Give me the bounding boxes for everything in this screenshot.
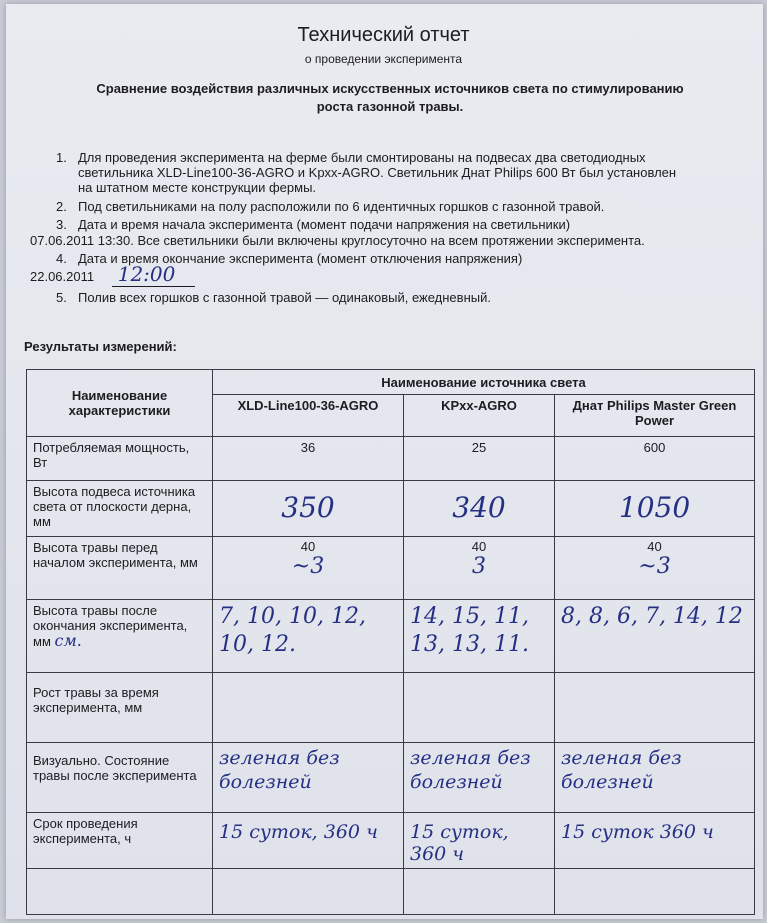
heading-line-1: Сравнение воздействия различных искусственных источников света по стимулированию: [96, 81, 684, 96]
handwritten-end-time: 12:00: [112, 262, 196, 287]
row-label: Визуально. Состояние травы после эксперимента: [27, 743, 213, 813]
handwritten-cell: 340: [404, 481, 555, 537]
list-item-continuation: 07.06.2011 13:30. Все светильники были включены круглосуточно на всем протяжении эксперимента.: [30, 233, 645, 248]
list-item: [56, 217, 570, 232]
item-number: 3.: [56, 217, 67, 232]
row-label-text: Высота травы после окончания эксперимента, мм: [33, 603, 188, 649]
list-item-continuation: светильника XLD-Line100-36-AGRO и Kpxx-AGRO. Светильник Днат Philips 600 Вт был установлен: [78, 165, 677, 180]
end-date-line: [30, 262, 195, 286]
item-text: Дата и время начала эксперимента (момент подачи напряжения на светильники): [78, 217, 571, 232]
row-label: Рост травы за время эксперимента, мм: [27, 673, 213, 743]
item-text: Полив всех горшков с газонной травой — одинаковый, ежедневный.: [78, 290, 491, 305]
printed-value: 40: [647, 539, 662, 554]
corner-header: Наименование характеристики: [27, 370, 213, 437]
handwritten-value: 3: [472, 554, 486, 579]
handwritten-cell: 1050: [555, 481, 755, 537]
list-item: [56, 199, 604, 214]
row-label: Высота травы перед началом эксперимента, мм: [27, 537, 213, 600]
handwritten-cell: 15 суток, 360 ч: [404, 813, 555, 869]
empty-cell: [404, 869, 555, 915]
source-header: KPxx-AGRO: [404, 395, 555, 437]
source-header: Днат Philips Master Green Power: [555, 395, 755, 437]
handwritten-cell: 15 суток, 360 ч: [213, 813, 404, 869]
printed-value: 40: [300, 539, 316, 554]
table-cell: 36: [213, 437, 404, 481]
report-heading: [40, 80, 740, 116]
empty-cell: [27, 869, 213, 915]
row-label: Срок проведения эксперимента, ч: [27, 813, 213, 869]
source-header: XLD-Line100-36-AGRO: [213, 395, 404, 437]
table-cell: [555, 673, 755, 743]
list-item: [56, 150, 646, 165]
item-text: Дата и время окончание эксперимента (момент отключения напряжения): [78, 251, 523, 266]
report-title: Технический отчет: [297, 24, 470, 46]
handwritten-value: ~3: [291, 554, 325, 579]
end-date: 22.06.2011: [30, 269, 95, 284]
handwritten-cell: 7, 10, 10, 12, 10, 12.: [213, 600, 404, 673]
handwritten-cell: 8, 8, 6, 7, 14, 12: [555, 600, 755, 673]
handwritten-cell: 350: [213, 481, 404, 537]
report-subtitle: о проведении эксперимента: [304, 52, 463, 66]
item-text: Под светильниками на полу расположили по 6 идентичных горшков с газонной травой.: [78, 199, 605, 214]
heading-line-2: роста газонной травы.: [316, 99, 464, 114]
handwritten-cell: зеленая без болезней: [404, 743, 555, 813]
item-number: 5.: [56, 290, 67, 305]
list-item: [56, 290, 491, 305]
item-number: 4.: [56, 251, 67, 266]
results-table: [26, 369, 755, 915]
results-title: Результаты измерений:: [24, 339, 177, 354]
item-number: 1.: [56, 150, 67, 165]
handwritten-cell: 15 суток 360 ч: [555, 813, 755, 869]
table-cell: [404, 673, 555, 743]
table-cell: 25: [404, 437, 555, 481]
handwritten-value: ~3: [638, 554, 671, 579]
handwritten-unit-note: см.: [54, 631, 82, 650]
handwritten-cell: 14, 15, 11, 13, 13, 11.: [404, 600, 555, 673]
table-cell: [213, 673, 404, 743]
item-text: Для проведения эксперимента на ферме были смонтированы на подвесах два светодиодных: [78, 150, 646, 165]
table-cell: [213, 537, 404, 600]
row-label: [27, 600, 213, 673]
table-cell: 600: [555, 437, 755, 481]
row-label: Высота подвеса источника света от плоскости дерна, мм: [27, 481, 213, 537]
handwritten-cell: зеленая без болезней: [555, 743, 755, 813]
group-header: Наименование источника света: [213, 370, 755, 395]
empty-cell: [213, 869, 404, 915]
empty-cell: [555, 869, 755, 915]
row-label: Потребляемая мощность, Вт: [27, 437, 213, 481]
table-cell: [555, 537, 755, 600]
handwritten-cell: зеленая без болезней: [213, 743, 404, 813]
printed-value: 40: [471, 539, 487, 554]
list-item-continuation: на штатном месте конструкции фермы.: [78, 180, 317, 195]
table-cell: [404, 537, 555, 600]
item-number: 2.: [56, 199, 67, 214]
